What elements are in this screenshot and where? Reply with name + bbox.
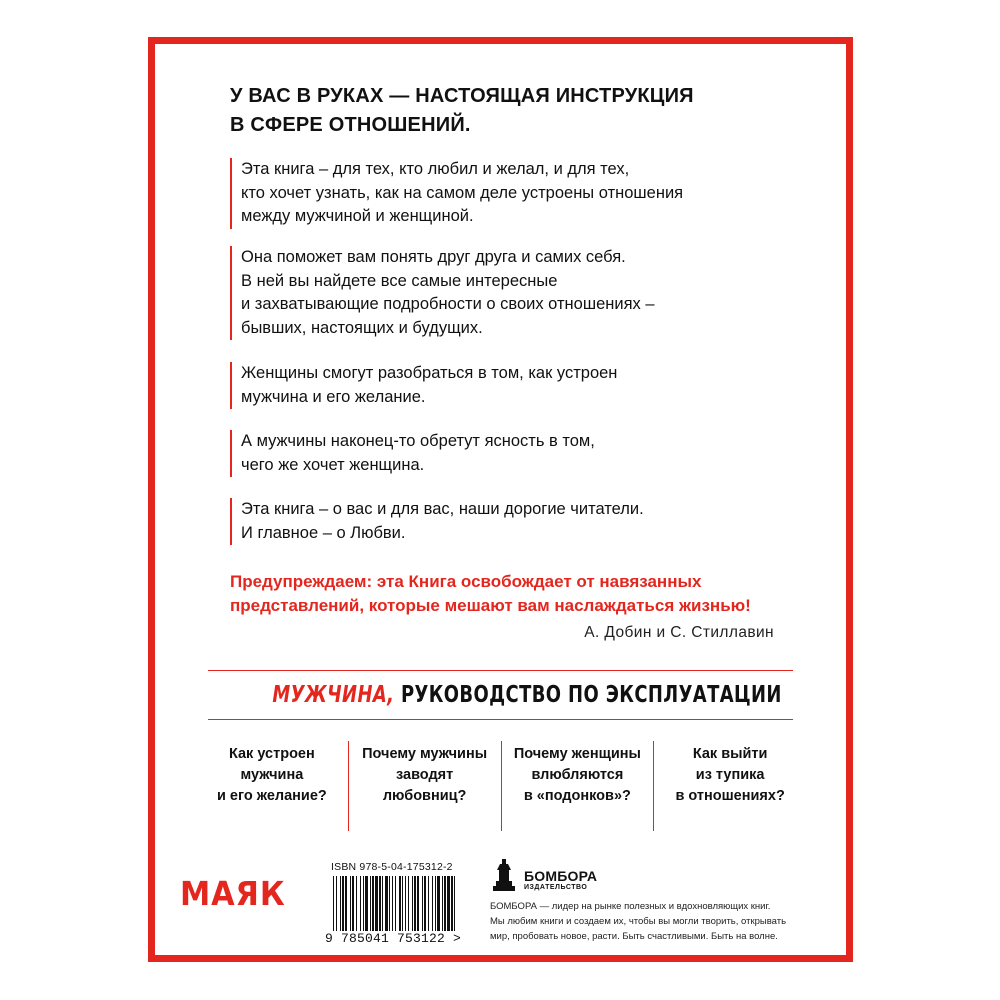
question-line: Почему мужчины <box>362 746 488 762</box>
series-title-rest: РУКОВОДСТВО ПО ЭКСПЛУАТАЦИИ <box>394 682 782 708</box>
series-title-highlight: МУЖЧИНА, <box>272 682 395 708</box>
question-2 <box>348 741 501 831</box>
bombora-chess-icon <box>490 858 518 892</box>
paragraph-line: кто хочет узнать, как на самом деле устроены отношения <box>241 183 684 202</box>
mayak-logo: МАЯК <box>180 874 286 913</box>
isbn-label: ISBN 978-5-04-175312-2 <box>331 861 453 873</box>
question-line: мужчина <box>240 767 304 783</box>
bombora-description <box>490 899 790 944</box>
warning-line: Предупреждаем: эта Книга освобождает от навязанных <box>230 572 702 591</box>
questions-row <box>196 741 806 831</box>
barcode <box>331 876 457 931</box>
paragraph-line: Эта книга – для тех, кто любил и желал, и для тех, <box>241 160 630 178</box>
paragraph-line: между мужчиной и женщиной. <box>241 207 474 225</box>
question-line: влюбляются <box>531 767 624 783</box>
description-line: БОМБОРА — лидер на рынке полезных и вдохновляющих книг. <box>490 901 771 912</box>
paragraph-line: А мужчины наконец-то обретут ясность в том, <box>241 432 595 450</box>
question-line: Почему женщины <box>513 746 641 762</box>
paragraph-4 <box>230 430 790 477</box>
question-line: Как устроен <box>228 746 315 762</box>
question-line: Как выйти <box>692 746 768 762</box>
question-line: в «подонков»? <box>523 788 631 804</box>
barcode-digits: 9 785041 753122 > <box>325 931 462 946</box>
heading-line: У ВАС В РУКАХ — НАСТОЯЩАЯ ИНСТРУКЦИЯ <box>230 85 694 107</box>
paragraph-line: Она поможет вам понять друг друга и самих себя. <box>241 248 626 266</box>
paragraph-2 <box>230 246 790 340</box>
question-line: из тупика <box>695 767 765 783</box>
paragraph-line: Женщины смогут разобраться в том, как устроен <box>241 364 618 382</box>
heading-line: В СФЕРЕ ОТНОШЕНИЙ. <box>230 114 471 136</box>
paragraph-line: И главное – о Любви. <box>241 523 406 542</box>
paragraph-line: мужчина и его желание. <box>241 387 426 406</box>
paragraph-3 <box>230 362 790 409</box>
bombora-name: БОМБОРА <box>524 868 598 884</box>
description-line: Мы любим книги и создаем их, чтобы вы могли творить, открывать <box>490 916 787 927</box>
paragraph-5 <box>230 498 790 545</box>
question-4 <box>653 741 806 831</box>
paragraph-line: бывших, настоящих и будущих. <box>241 318 483 337</box>
warning-line: представлений, которые мешают вам наслаждаться жизнью! <box>230 596 751 615</box>
intro-heading <box>230 82 790 140</box>
bombora-logo <box>490 858 597 892</box>
question-line: любовниц? <box>382 788 467 804</box>
paragraph-line: и захватывающие подробности о своих отношениях – <box>241 295 655 313</box>
paragraph-1 <box>230 158 790 229</box>
bombora-subtitle: ИЗДАТЕЛЬСТВО <box>524 884 588 891</box>
question-line: и его желание? <box>216 788 327 804</box>
series-title <box>272 677 782 713</box>
authors: А. Добин и С. Стиллавин <box>584 624 774 641</box>
paragraph-line: чего же хочет женщина. <box>241 455 425 474</box>
divider-bottom <box>208 719 793 720</box>
question-1 <box>196 741 348 831</box>
paragraph-line: Эта книга – о вас и для вас, наши дорогие читатели. <box>241 500 644 518</box>
warning-text <box>230 570 800 618</box>
question-line: заводят <box>396 767 454 783</box>
description-line: мир, пробовать новое, расти. Быть счастливыми. Быть на волне. <box>490 931 778 942</box>
divider-top <box>208 670 793 671</box>
question-3 <box>501 741 654 831</box>
paragraph-line: В ней вы найдете все самые интересные <box>241 271 558 290</box>
question-line: в отношениях? <box>675 788 785 804</box>
